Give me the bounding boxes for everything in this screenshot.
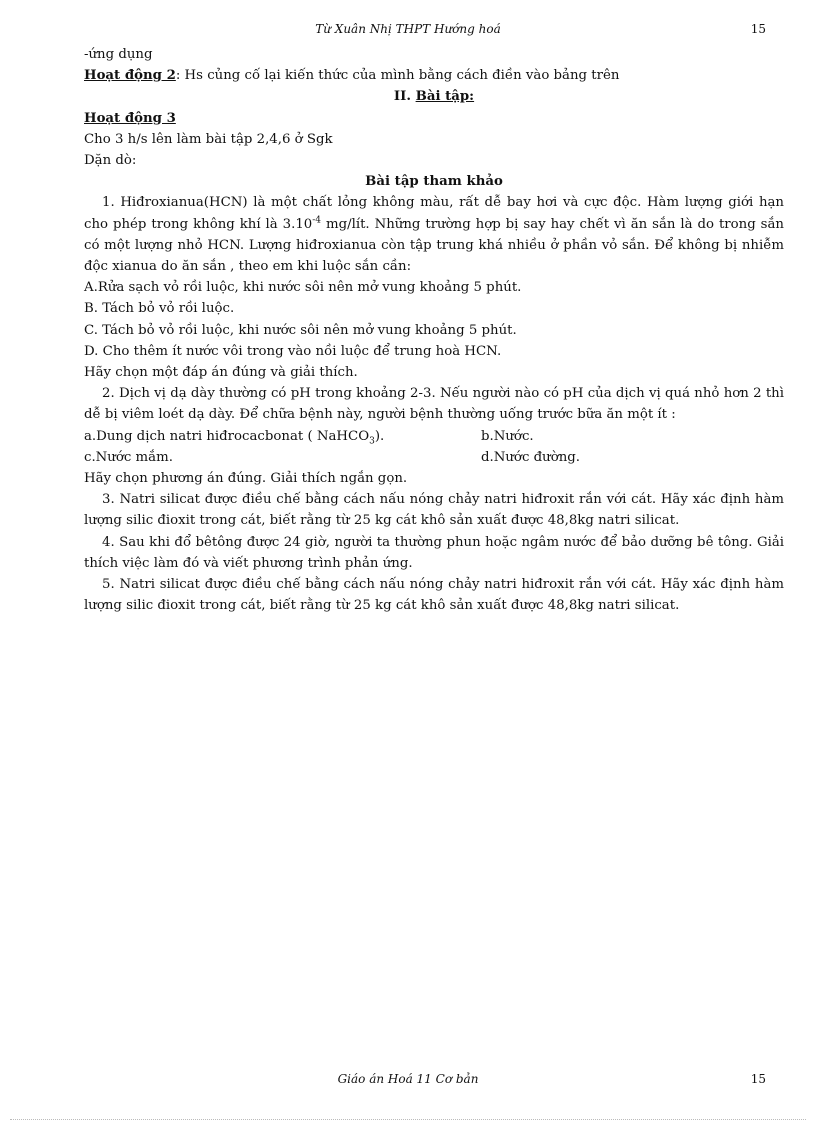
- section-2-number: II.: [393, 89, 416, 105]
- question-1-text-b: mg/lít. Những trường hợp bị say hay chết vì ăn sắn là do trong sắn có một lượng nhỏ HCN. Lượng hiđroxianua còn tập trung khá nhiều ở phần vỏ sắn. Để không bị nhiễm độc xianua do ăn sắn , theo em khi luộc sắn cần:: [84, 216, 784, 275]
- question-4: 4. Sau khi đổ bêtông được 24 giờ, người ta thường phun hoặc ngâm nước để bảo dưỡng bê tông. Giải thích việc làm đó và viết phương trình phản ứng.: [84, 534, 784, 571]
- question-1-ask: Hãy chọn một đáp án đúng và giải thích.: [84, 365, 358, 381]
- question-2-options-row-1: [84, 426, 784, 447]
- dan-do: Dặn dò:: [84, 153, 137, 169]
- footer-title: Giáo án Hoá 11 Cơ bản: [337, 1072, 479, 1086]
- activity-3-label: Hoạt động 3: [84, 110, 176, 126]
- question-2-option-d: d.Nước đường.: [481, 449, 580, 465]
- question-1-option-c: C. Tách bỏ vỏ rồi luộc, khi nước sôi nên mở vung khoảng 5 phút.: [84, 322, 517, 338]
- question-2-option-a-subscript: 3: [369, 436, 375, 447]
- page-bottom-divider: [10, 1119, 806, 1120]
- activity-3-text: Cho 3 h/s lên làm bài tập 2,4,6 ở Sgk: [84, 131, 333, 147]
- question-2: 2. Dịch vị dạ dày thường có pH trong khoảng 2-3. Nếu người nào có pH của dịch vị quá nhỏ hơn 2 thì dễ bị viêm loét dạ dày. Để chữa bệnh này, người bệnh thường uống trước bữa ăn một ít :: [84, 386, 784, 423]
- question-2-ask: Hãy chọn phương án đúng. Giải thích ngắn gọn.: [84, 471, 408, 487]
- question-1-text-a: 1. Hiđroxianua(HCN) là một chất lỏng không màu, rất dễ bay hơi và cực độc. Hàm lượng giới hạn cho phép trong không khí là 3.10: [84, 195, 784, 232]
- header-page-number: 15: [750, 22, 766, 36]
- question-1-option-a: A.Rửa sạch vỏ rồi luộc, khi nước sôi nên mở vung khoảng 5 phút.: [84, 280, 522, 296]
- question-2-option-a-close: ).: [374, 428, 385, 444]
- section-2-heading: [84, 86, 784, 107]
- question-1-exponent: -4: [312, 215, 322, 226]
- footer-page-number: 15: [750, 1072, 766, 1086]
- question-2-option-a: [84, 426, 481, 447]
- activity-2: [84, 65, 784, 86]
- page-footer: [0, 1072, 816, 1092]
- reference-exercises-title: Bài tập tham khảo: [365, 174, 503, 190]
- page-header: [0, 22, 816, 42]
- question-2-option-c: c.Nước mắm.: [84, 449, 173, 465]
- question-5: 5. Natri silicat được điều chế bằng cách nấu nóng chảy natri hiđroxit rắn với cát. Hãy xác định hàm lượng silic đioxit trong cát, biết rằng từ 25 kg cát khô sản xuất được 48,8kg natri silicat.: [84, 577, 784, 614]
- question-1: [84, 192, 784, 277]
- question-3: 3. Natri silicat được điều chế bằng cách nấu nóng chảy natri hiđroxit rắn với cát. Hãy xác định hàm lượng silic đioxit trong cát, biết rằng từ 25 kg cát khô sản xuất được 48,8kg natri silicat.: [84, 492, 784, 529]
- question-2-option-b: b.Nước.: [481, 428, 534, 444]
- document-body: [84, 44, 784, 616]
- question-2-option-a-text: a.Dung dịch natri hiđrocacbonat ( NaHCO: [84, 428, 370, 444]
- activity-2-text: : Hs củng cố lại kiến thức của mình bằng cách điền vào bảng trên: [175, 68, 620, 84]
- question-1-option-b: B. Tách bỏ vỏ rồi luộc.: [84, 301, 235, 317]
- section-2-title: Bài tập:: [415, 89, 475, 105]
- question-2-options-row-2: [84, 447, 784, 468]
- header-title: Từ Xuân Nhị THPT Hướng hoá: [315, 22, 501, 36]
- activity-2-label: Hoạt động 2: [84, 68, 176, 84]
- line-ung-dung: -ứng dụng: [84, 47, 153, 62]
- question-1-option-d: D. Cho thêm ít nước vôi trong vào nồi luộc để trung hoà HCN.: [84, 343, 502, 359]
